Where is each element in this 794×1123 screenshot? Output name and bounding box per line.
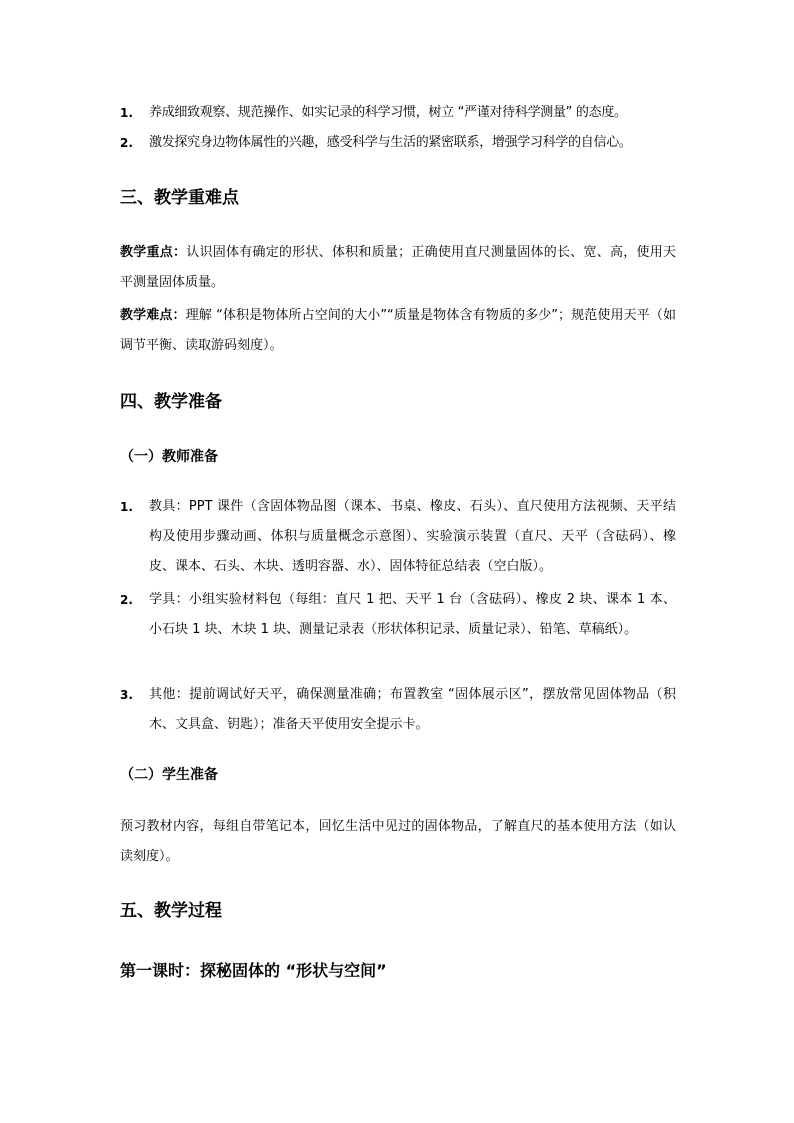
list-item	[120, 98, 676, 128]
difficult-points-label: 教学难点	[120, 308, 173, 323]
list-text: 其他：提前调试好天平，确保测量准确；布置教室 “固体展示区”，摆放常见固体物品（积木、文具盒、钥匙）；准备天平使用安全提示卡。	[149, 687, 676, 732]
list-text: 学具：小组实验材料包（每组：直尺 1 把、天平 1 台（含砝码）、橡皮 2 块、课本 1 本、小石块 1 块、木块 1 块、测量记录表（形状体积记录、质量记录）、铅笔、草稿纸）。	[149, 592, 676, 637]
list-text: 激发探究身边物体属性的兴趣，感受科学与生活的紧密联系，增强学习科学的自信心。	[149, 135, 632, 150]
subsection-heading: （二）学生准备	[120, 767, 218, 783]
key-points-paragraph: 教学重点：认识固体有确定的形状、体积和质量；正确使用直尺测量固体的长、宽、高，使用天平测量固体质量。	[120, 245, 676, 290]
subsection-heading: （一）教师准备	[120, 449, 218, 465]
list-item	[120, 585, 676, 645]
key-points-label: 教学重点	[120, 245, 173, 260]
list-number: 2.	[120, 593, 133, 607]
list-item	[120, 680, 676, 740]
list-number: 1.	[120, 106, 133, 120]
section-heading: 五、教学过程	[120, 901, 222, 921]
section-heading: 四、教学准备	[120, 392, 222, 412]
list-number: 2.	[120, 136, 133, 150]
list-number: 3.	[120, 688, 133, 702]
difficult-points-text: 理解 “体积是物体所占空间的大小”“质量是物体含有物质的多少”；规范使用天平（如调节平衡、读取游码刻度）。	[120, 308, 676, 353]
list-text: 养成细致观察、规范操作、如实记录的科学习惯，树立 “严谨对待科学测量” 的态度。	[149, 105, 627, 120]
list-text: 教具：PPT 课件（含固体物品图（课本、书桌、橡皮、石头）、直尺使用方法视频、天平结构及使用步骤动画、体积与质量概念示意图）、实验演示装置（直尺、天平（含砝码）、橡皮、课本、石头、木块、透明容器、水）、固体特征总结表（空白版）。	[149, 499, 676, 574]
key-points-text: 认识固体有确定的形状、体积和质量；正确使用直尺测量固体的长、宽、高，使用天平测量固体质量。	[120, 245, 676, 290]
section-heading: 三、教学重难点	[120, 188, 239, 208]
list-item	[120, 128, 676, 158]
difficult-points-paragraph: 教学难点：理解 “体积是物体所占空间的大小”“质量是物体含有物质的多少”；规范使用天平（如调节平衡、读取游码刻度）。	[120, 308, 676, 353]
student-prep-paragraph: 预习教材内容，每组自带笔记本，回忆生活中见过的固体物品，了解直尺的基本使用方法（如认读刻度）。	[120, 819, 676, 864]
list-item	[120, 492, 676, 582]
list-number: 1.	[120, 500, 133, 514]
lesson-heading: 第一课时：探秘固体的 “形状与空间”	[120, 961, 387, 980]
